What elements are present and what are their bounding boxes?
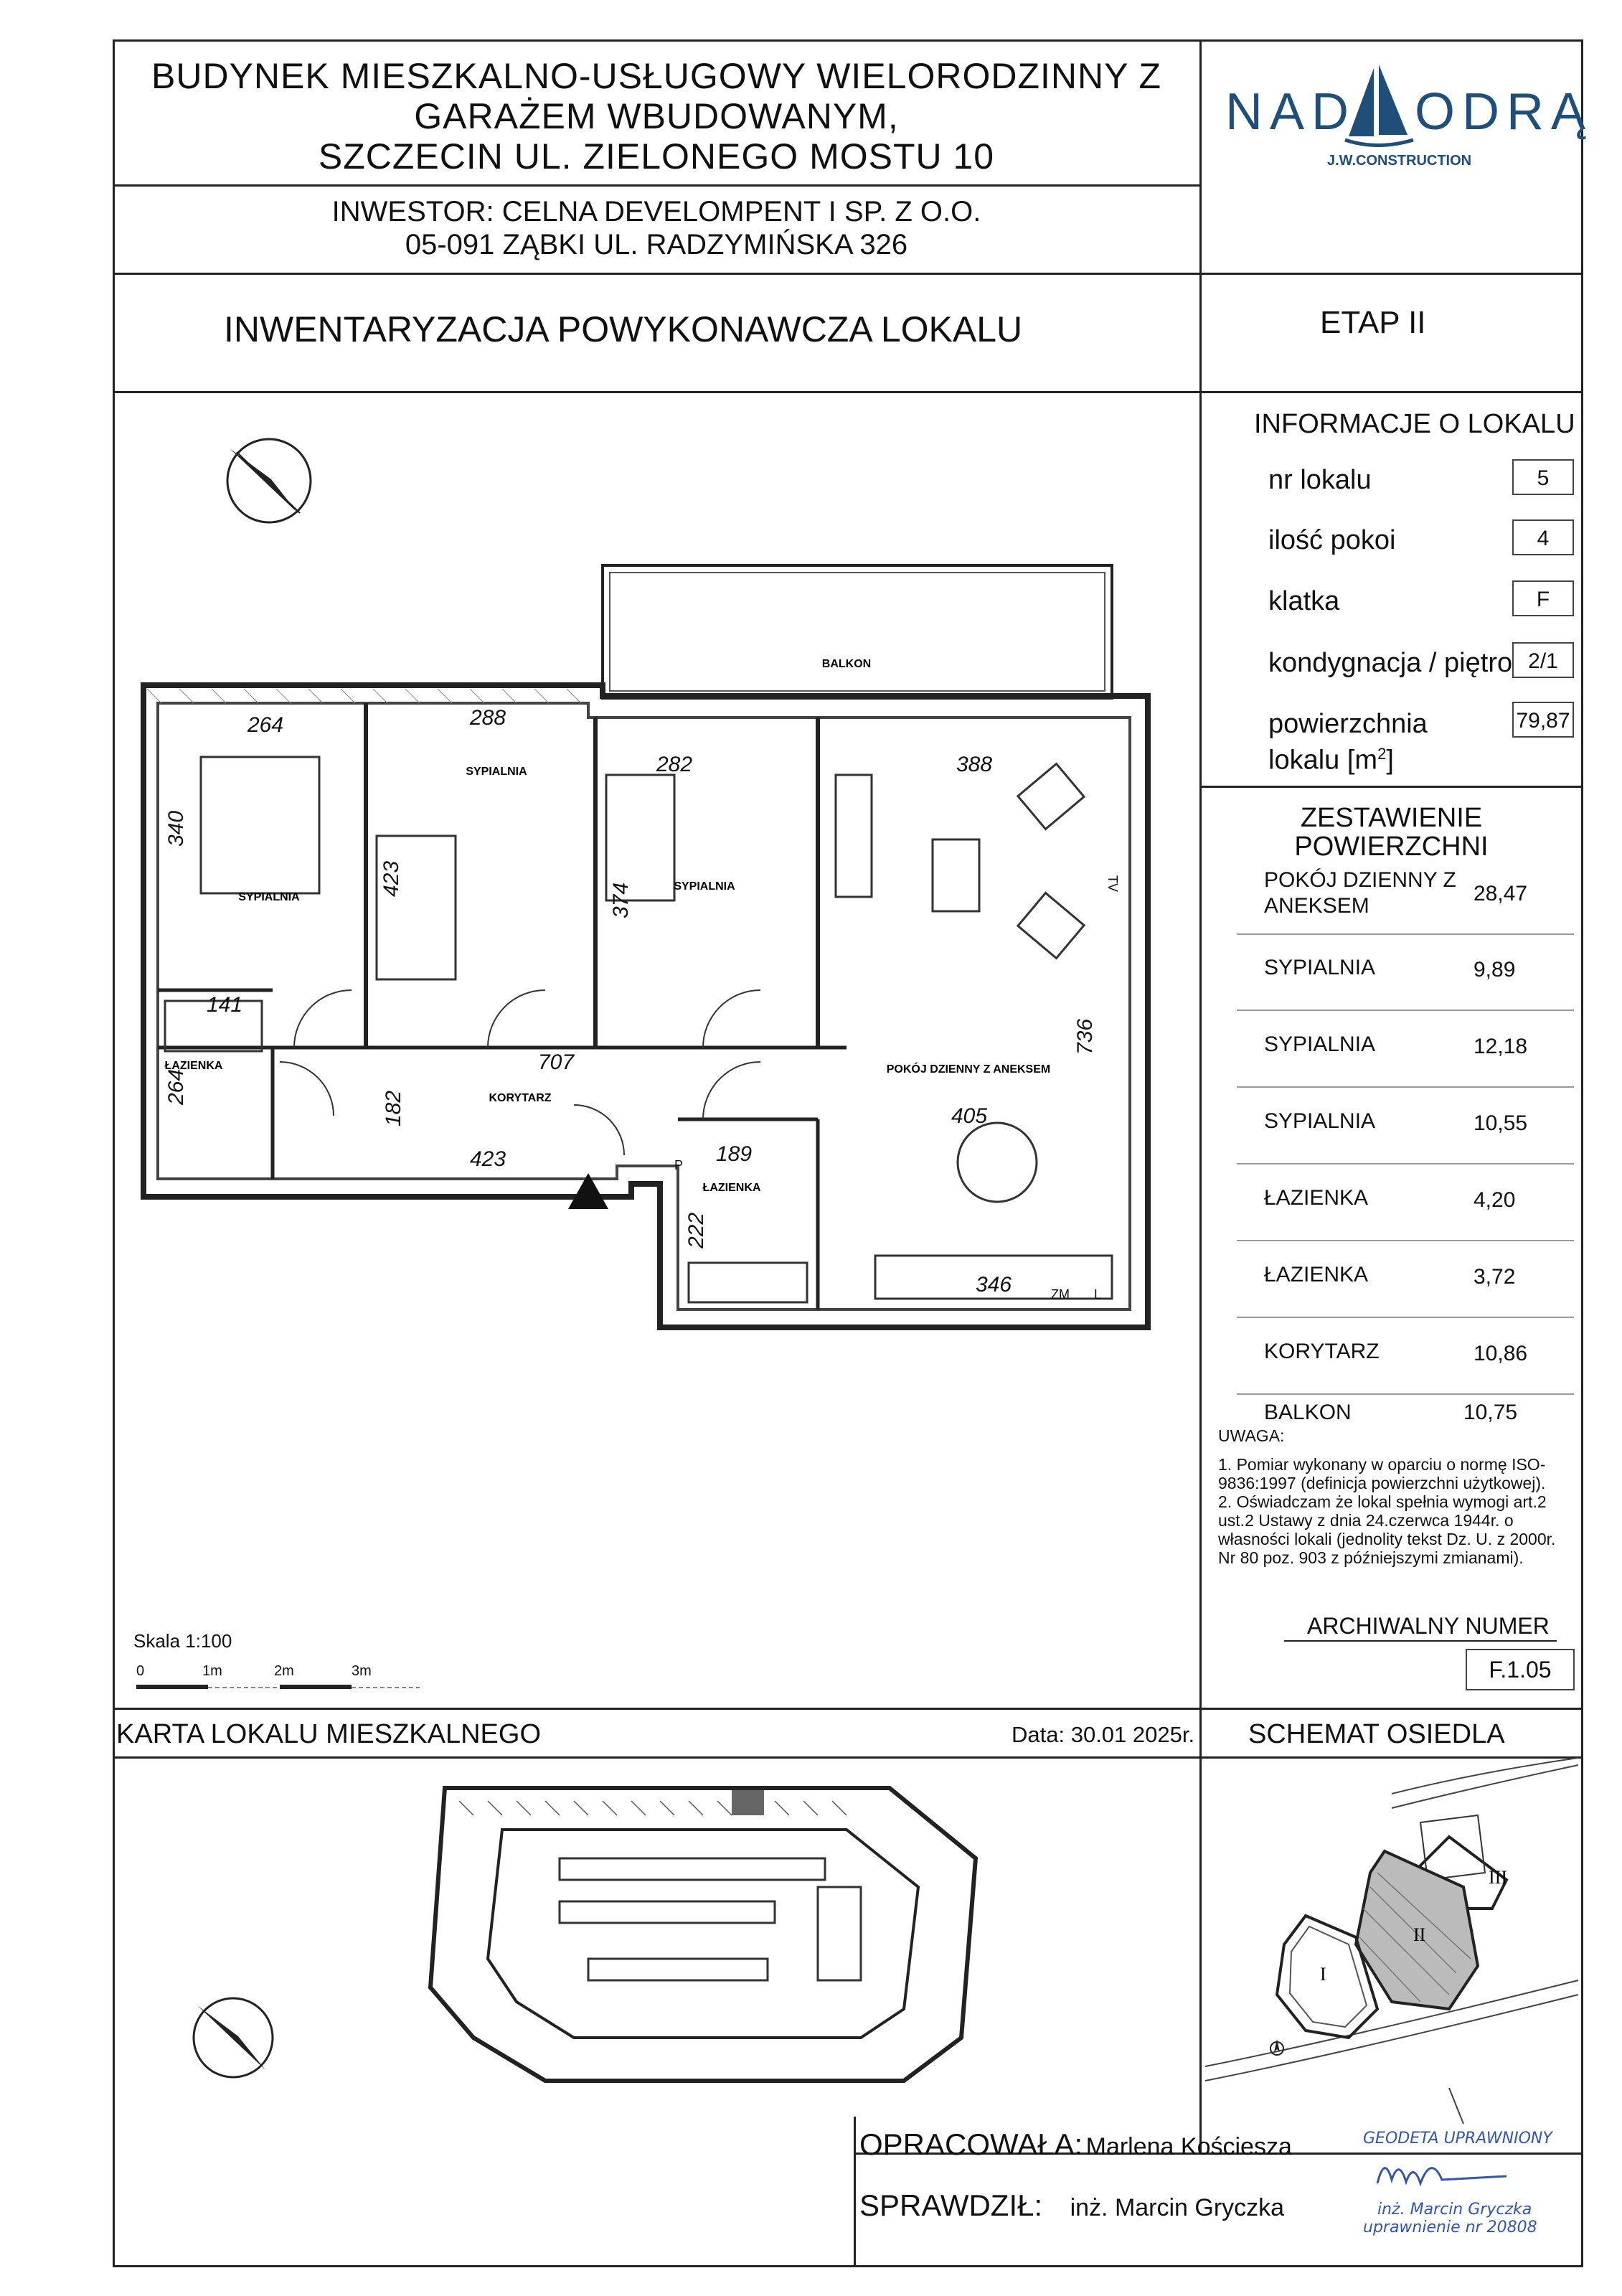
room-korytarz: KORYTARZ	[489, 1092, 552, 1104]
logo	[1220, 50, 1593, 172]
info-heading: INFORMACJE O LOKALU	[1254, 409, 1575, 439]
info-value-klatka: F	[1512, 580, 1574, 616]
divider-v-main	[1199, 39, 1202, 2152]
archive-label: ARCHIWALNY NUMER	[1307, 1613, 1550, 1639]
dim-288: 288	[470, 706, 506, 730]
label-p: P	[674, 1158, 684, 1172]
info-label-klatka: klatka	[1268, 586, 1340, 616]
info-value-rooms: 4	[1512, 519, 1574, 555]
area-label-line1: powierzchnia	[1268, 709, 1428, 739]
balcony-name: BALKON	[1264, 1401, 1352, 1424]
summary-row: KORYTARZ 10,86	[1237, 1317, 1574, 1395]
logo-sailboat-icon	[1220, 50, 1593, 172]
dim-423b: 423	[470, 1147, 506, 1171]
investor	[115, 195, 1198, 261]
schema-building-1: I	[1320, 1964, 1326, 1985]
info-summary-divider	[1199, 786, 1583, 788]
floor-plan	[129, 402, 1191, 1392]
checked-by	[859, 2188, 1284, 2223]
dim-374: 374	[609, 882, 633, 918]
scale-tick-3: 3m	[352, 1663, 372, 1679]
summary-row: SYPIALNIA 12,18	[1237, 1010, 1574, 1088]
scale-bar	[136, 1663, 423, 1685]
dim-707: 707	[538, 1050, 575, 1074]
prepared-name: Marlena Kościesza	[1085, 2133, 1292, 2160]
dim-264a: 264	[247, 713, 284, 737]
stamp-line-3: uprawnienie nr 20808	[1363, 2219, 1537, 2236]
notes-text-2: 2. Oświadczam że lokal spełnia wymogi art.2 ust.2 Ustawy z dnia 24.czerwca 1944r. o własności lokali (jednolity tekst Dz. U. z 2000r. Nr 80 poz. 903 z późniejszymi zmianami).	[1218, 1492, 1556, 1567]
room-balkon: BALKON	[821, 658, 872, 670]
dim-222: 222	[684, 1212, 708, 1248]
notes-heading: UWAGA:	[1218, 1426, 1285, 1445]
divider-h-2	[113, 273, 1583, 275]
logo-brand-right: ODRĄ	[1415, 83, 1593, 141]
summary-row: SYPIALNIA 10,55	[1237, 1087, 1574, 1165]
title-line-1: BUDYNEK MIESZKALNO-USŁUGOWY WIELORODZINNY Z	[151, 56, 1161, 96]
building-title	[115, 56, 1198, 177]
scale-tick-1: 1m	[202, 1663, 222, 1679]
info-value-area: 79,87	[1512, 702, 1574, 738]
card-label: KARTA LOKALU MIESZKALNEGO	[116, 1719, 542, 1749]
schema-label: SCHEMAT OSIEDLA	[1248, 1719, 1505, 1749]
north-arrow-icon	[227, 439, 311, 522]
summary-row: SYPIALNIA 9,89	[1237, 933, 1574, 1011]
prepared-by	[859, 2127, 1292, 2162]
site-north-arrow-icon	[194, 1998, 273, 2077]
signature-icon	[1363, 2147, 1557, 2198]
site-plan	[172, 1772, 997, 2109]
title-line-2: GARAŻEM WBUDOWANYM,	[414, 96, 899, 136]
room-sypialnia-1: SYPIALNIA	[238, 891, 300, 903]
schema-building-2: II	[1413, 1924, 1426, 1945]
notes	[1218, 1426, 1570, 1567]
schema-building-3: III	[1489, 1867, 1507, 1888]
info-value-nr: 5	[1512, 459, 1574, 495]
title-line-3: SZCZECIN UL. ZIELONEGO MOSTU 10	[318, 136, 995, 177]
label-tv: TV	[1105, 875, 1120, 893]
info-label-rooms: ilość pokoi	[1268, 525, 1396, 555]
doc-title: INWENTARYZACJA POWYKONAWCZA LOKALU	[224, 309, 1023, 349]
archive-underline	[1284, 1640, 1557, 1642]
estate-schema	[1205, 1765, 1578, 2124]
room-lazienka-2: ŁAZIENKA	[702, 1182, 761, 1194]
stamp-line-2: inż. Marcin Gryczka	[1377, 2201, 1532, 2219]
room-pokoj-dzienny: POKÓJ DZIENNY Z ANEKSEM	[886, 1063, 1051, 1076]
info-label-area	[1268, 709, 1428, 776]
summary-row: ŁAZIENKA 4,20	[1237, 1164, 1574, 1241]
summary-heading	[1199, 804, 1583, 861]
summary-heading-line2: POWIERZCHNI	[1294, 832, 1489, 862]
summary-row: POKÓJ DZIENNY Z ANEKSEM 28,47	[1237, 857, 1574, 935]
stage-label: ETAP II	[1320, 305, 1426, 340]
label-l: L	[1094, 1287, 1102, 1302]
dim-736: 736	[1073, 1018, 1097, 1055]
room-lazienka-1: ŁAZIENKA	[164, 1060, 223, 1072]
investor-line-2: 05-091 ZĄBKI UL. RADZYMIŃSKA 326	[405, 229, 908, 260]
info-value-floor: 2/1	[1512, 642, 1574, 678]
dim-423a: 423	[379, 860, 403, 897]
dim-189: 189	[716, 1142, 753, 1166]
divider-h-3	[113, 391, 1583, 393]
divider-h-1	[113, 184, 1199, 187]
scale-label: Skala 1:100	[133, 1630, 232, 1652]
dim-264b: 264	[164, 1068, 188, 1105]
dim-346: 346	[976, 1273, 1012, 1297]
label-zm: ZM	[1051, 1287, 1070, 1302]
surveyor-stamp	[1363, 2130, 1564, 2259]
divider-h-4	[113, 1708, 1583, 1710]
divider-v-footer	[854, 2117, 856, 2267]
info-label-nr: nr lokalu	[1268, 465, 1372, 495]
dim-141: 141	[207, 993, 243, 1017]
dim-340: 340	[164, 810, 188, 847]
schema-north-icon	[1270, 2039, 1283, 2055]
dim-282: 282	[656, 753, 693, 776]
dim-388: 388	[956, 753, 993, 776]
card-date: Data: 30.01 2025r.	[1012, 1722, 1195, 1747]
checked-name: inż. Marcin Gryczka	[1070, 2194, 1285, 2221]
logo-brand-left: NAD	[1225, 83, 1357, 141]
archive-value: F.1.05	[1466, 1649, 1575, 1690]
notes-text-1: 1. Pomiar wykonany w oparciu o normę ISO-9836:1997 (definicja powierzchni użytkowej).	[1218, 1455, 1546, 1492]
scale-tick-0: 0	[136, 1663, 145, 1679]
prepared-label: OPRACOWAŁA:	[859, 2127, 1083, 2161]
room-sypialnia-2: SYPIALNIA	[466, 766, 527, 778]
stamp-line-1: GEODETA UPRAWNIONY	[1363, 2130, 1552, 2147]
info-label-floor: kondygnacja / piętro	[1268, 648, 1513, 678]
area-label-line2: lokalu $[m^2]$	[1268, 745, 1394, 776]
scale-tick-2: 2m	[274, 1663, 294, 1679]
dim-182: 182	[382, 1090, 405, 1126]
dim-405: 405	[951, 1104, 988, 1128]
summary-heading-line1: ZESTAWIENIE	[1300, 803, 1483, 833]
divider-h-5	[113, 1756, 1583, 1759]
checked-label: SPRAWDZIŁ:	[859, 2188, 1043, 2222]
logo-sub: J.W.CONSTRUCTION	[1327, 153, 1472, 169]
summary-row: ŁAZIENKA 3,72	[1237, 1241, 1574, 1318]
balcony-value: 10,75	[1463, 1401, 1518, 1424]
investor-line-1: INWESTOR: CELNA DEVELOMPENT I SP. Z O.O.	[331, 196, 981, 227]
room-sypialnia-3: SYPIALNIA	[674, 880, 735, 893]
